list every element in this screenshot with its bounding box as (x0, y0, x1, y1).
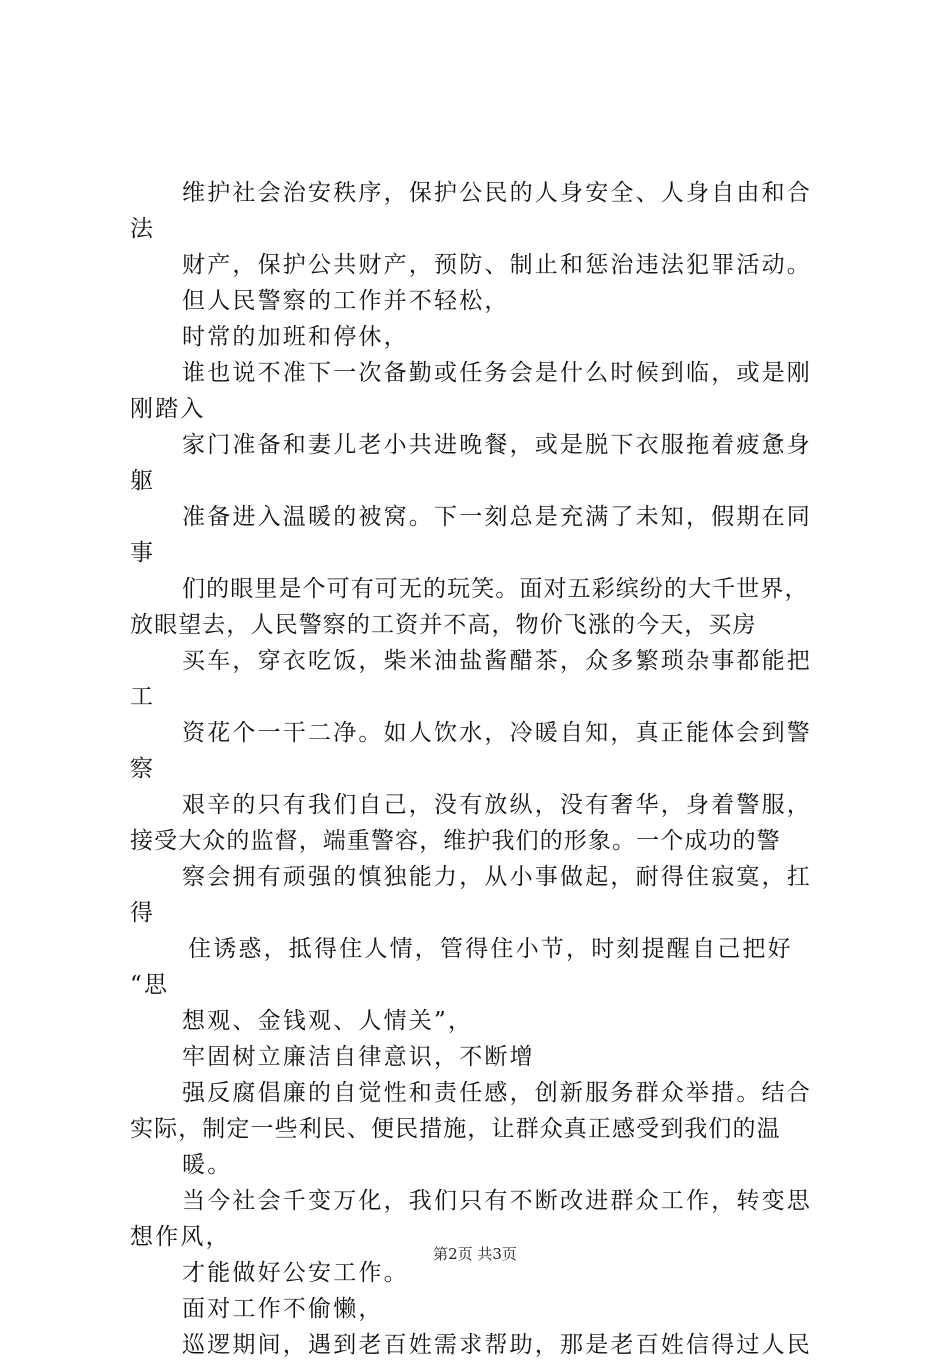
text-line: 躯 (130, 468, 156, 494)
text-line: 资花个一干二净。如人饮水，冷暖自知，真正能体会到警 (182, 720, 812, 746)
text-line: 放眼望去，人民警察的工资并不高，物价飞涨的今天，买房 (130, 612, 757, 638)
page-footer (0, 1244, 950, 1264)
text-line: 面对工作不偷懒， (182, 1296, 384, 1322)
text-line: 工 (130, 684, 156, 710)
text-line: 得 (130, 900, 156, 926)
text-line: 住诱惑，抵得住人情，管得住小节，时刻提醒自己把好 (188, 936, 793, 962)
text-line: 牢固树立廉洁自律意识，不断增 (182, 1044, 535, 1070)
text-line: 法 (130, 216, 156, 242)
text-line: 当今社会千变万化，我们只有不断改进群众工作，转变思 (182, 1188, 812, 1214)
text-line: 家门准备和妻儿老小共进晚餐，或是脱下衣服拖着疲惫身 (182, 432, 812, 458)
text-line: 时常的加班和停休， (182, 324, 409, 350)
text-line: 维护社会治安秩序，保护公民的人身安全、人身自由和合 (182, 180, 812, 206)
text-line: 接受大众的监督，端重警容，维护我们的形象。一个成功的警 (130, 828, 781, 854)
text-line: 谁也说不准下一次备勤或任务会是什么时候到临，或是刚 (182, 360, 812, 386)
text-line: 巡逻期间，遇到老百姓需求帮助，那是老百姓信得过人民 (182, 1332, 812, 1358)
text-line: 察 (130, 756, 156, 782)
text-line: 事 (130, 540, 156, 566)
page-number: 第2页 共3页 (433, 1245, 517, 1263)
text-line: 察会拥有顽强的慎独能力，从小事做起，耐得住寂寞，扛 (182, 864, 812, 890)
text-line: “思 (130, 972, 170, 998)
text-line: 艰辛的只有我们自己，没有放纵，没有奢华，身着警服， (182, 792, 812, 818)
body-text (130, 175, 850, 1363)
text-line: 想作风， (130, 1224, 231, 1250)
text-line: 刚踏入 (130, 396, 206, 422)
text-line: 才能做好公安工作。 (182, 1260, 409, 1286)
text-line: 但人民警察的工作并不轻松， (182, 288, 510, 314)
text-line: 准备进入温暖的被窝。下一刻总是充满了未知，假期在同 (182, 504, 812, 530)
text-line: 暖。 (182, 1152, 233, 1178)
text-line: 们的眼里是个可有可无的玩笑。面对五彩缤纷的大千世界， (182, 576, 809, 602)
text-line: 实际，制定一些利民、便民措施，让群众真正感受到我们的温 (130, 1116, 781, 1142)
text-line: 财产，保护公共财产，预防、制止和惩治违法犯罪活动。 (182, 252, 812, 278)
text-line: 想观、金钱观、人情关”， (182, 1008, 474, 1034)
text-line: 买车，穿衣吃饭，柴米油盐酱醋茶，众多繁琐杂事都能把 (182, 648, 812, 674)
text-line: 强反腐倡廉的自觉性和责任感，创新服务群众举措。结合 (182, 1080, 812, 1106)
